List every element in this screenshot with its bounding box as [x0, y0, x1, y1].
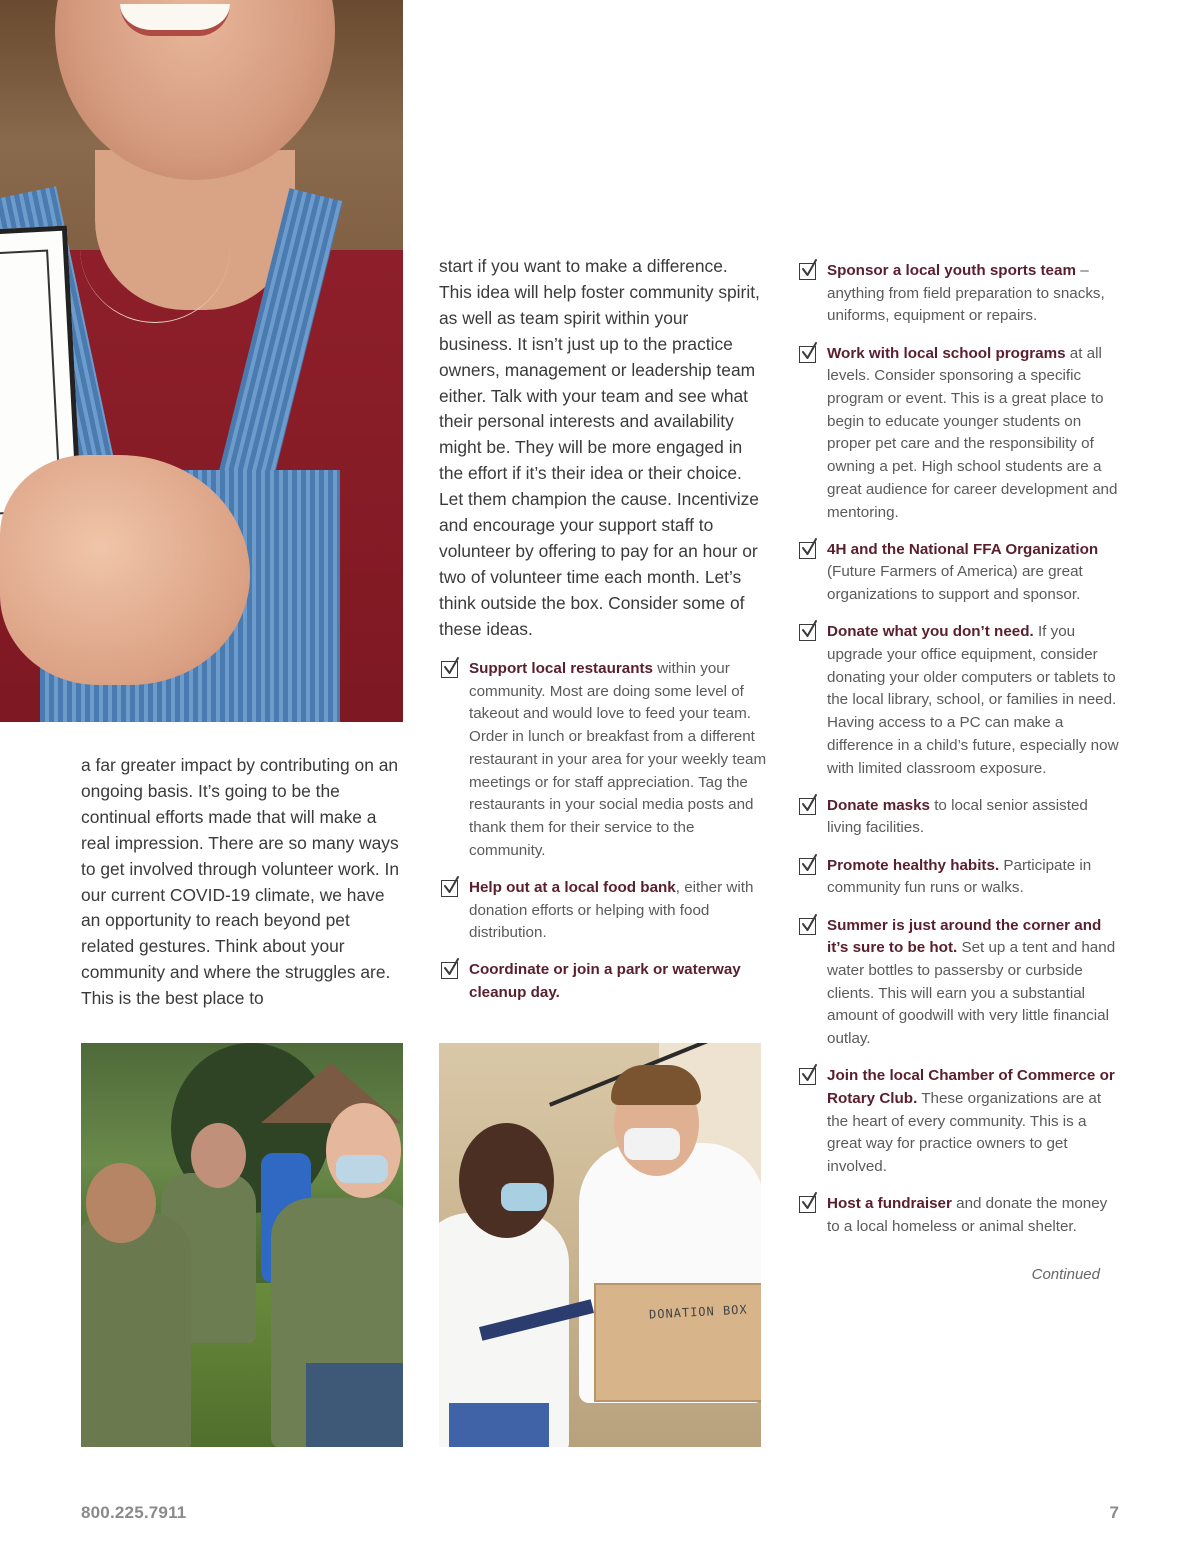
idea-description: Set up a tent and hand water bottles to passersby or curbside clients. This will earn you a substantial amount of goodwill with very little financial outlay.: [827, 939, 1116, 1048]
idea-item: [799, 855, 1124, 900]
idea-description: at all levels. Consider sponsoring a specific program or event. This is a great place to begin to educate younger students on proper pet care and the responsibility of owning a pet. High school students are a great audience for career development and mentoring.: [827, 344, 1118, 521]
checkbox-checked-icon: [799, 1068, 816, 1085]
idea-title: Sponsor a local youth sports team: [827, 262, 1076, 279]
photo-woman-holding-card: [0, 0, 403, 722]
continued-label: Continued: [1031, 1266, 1100, 1283]
ideas-list-right: [799, 260, 1124, 1253]
idea-item: [799, 260, 1124, 328]
idea-description: (Future Farmers of America) are great organizations to support and sponsor.: [827, 563, 1083, 604]
idea-description: – anything from field preparation to snacks, uniforms, equipment or repairs.: [827, 262, 1105, 325]
idea-title: Help out at a local food bank: [469, 878, 676, 896]
idea-item: [799, 1193, 1124, 1238]
intro-paragraph-middle: start if you want to make a difference. This idea will help foster community spirit, as well as team spirit within your business. It isn’t just up to the practice owners, management or leadership team either. Talk with your team and see what their personal interests and availability might be. They will be more engaged in the effort if it’s their idea or their choice. Let them champion the cause. Incentivize and encourage your support staff to volunteer by offering to pay for an hour or two of volunteer time each month. Let’s think outside the box. Consider some of these ideas.: [439, 256, 760, 639]
checkbox-checked-icon: [441, 661, 458, 678]
idea-item: [441, 959, 767, 1004]
idea-description: Participate in community fun runs or walks.: [827, 856, 1092, 897]
checkbox-checked-icon: [441, 962, 458, 979]
idea-description: , either with donation efforts or helping with food distribution.: [469, 878, 754, 942]
idea-item: [441, 877, 767, 945]
checkbox-checked-icon: [799, 798, 816, 815]
checkbox-checked-icon: [799, 918, 816, 935]
checkbox-checked-icon: [799, 858, 816, 875]
idea-title: 4H and the National FFA Organization: [827, 540, 1099, 558]
idea-item: [799, 795, 1124, 840]
idea-title: Host a fundraiser: [827, 1195, 952, 1213]
photo-donation-box-volunteers: [439, 1043, 761, 1447]
idea-description: and donate the money to a local homeless or animal shelter.: [827, 1195, 1108, 1236]
idea-item: [441, 658, 767, 862]
idea-item: [799, 343, 1124, 525]
checkbox-checked-icon: [799, 1196, 816, 1213]
idea-title: Coordinate or join a park or waterway cleanup day.: [469, 961, 741, 1002]
donation-box-label: DONATION BOX: [648, 1302, 749, 1322]
checkbox-checked-icon: [441, 880, 458, 897]
idea-title: Summer is just around the corner and it’s sure to be hot.: [827, 916, 1102, 957]
idea-item: [799, 915, 1124, 1051]
idea-item: [799, 621, 1124, 780]
checkbox-checked-icon: [799, 263, 816, 280]
idea-description: to local senior assisted living facilities.: [827, 796, 1088, 837]
checkbox-checked-icon: [799, 624, 816, 641]
footer-page-number: 7: [1109, 1503, 1119, 1522]
photo-volunteers-elbow-bump: [81, 1043, 403, 1447]
idea-title: Donate masks: [827, 796, 930, 814]
ideas-list-middle: [441, 658, 767, 1019]
idea-description: If you upgrade your office equipment, consider donating your older computers or tablets to the local library, school, or families in need. Having access to a PC can make a difference in a child’s future, especially now with limited classroom exposure.: [827, 623, 1119, 777]
checkbox-checked-icon: [799, 542, 816, 559]
idea-title: Donate what you don’t need.: [827, 623, 1034, 641]
donation-box: [594, 1283, 761, 1402]
idea-item: [799, 1065, 1124, 1179]
idea-item: [799, 539, 1124, 607]
idea-description: These organizations are at the heart of every community. This is a great way for practice owners to get involved.: [827, 1090, 1102, 1176]
intro-paragraph-left: a far greater impact by contributing on an ongoing basis. It’s going to be the continual efforts made that will make a real impression. There are so many ways to get involved through volunteer work. In our current COVID-19 climate, we have an opportunity to reach beyond pet related gestures. Think about your community and where the struggles are. This is the best place to: [81, 755, 400, 1009]
idea-title: Promote healthy habits.: [827, 856, 1000, 874]
idea-title: Work with local school programs: [827, 344, 1066, 362]
footer-phone-number: 800.225.7911: [81, 1503, 187, 1522]
idea-title: Support local restaurants: [469, 660, 653, 677]
checkbox-checked-icon: [799, 346, 816, 363]
idea-description: within your community. Most are doing some level of takeout and would love to feed your team. Order in lunch or breakfast from a different restaurant in your area for your weekly team meetings or for staff appreciation. Tag the restaurants in your social media posts and thank them for their service to the community.: [469, 660, 767, 859]
idea-title: Join the local Chamber of Commerce or Rotary Club.: [827, 1067, 1115, 1107]
